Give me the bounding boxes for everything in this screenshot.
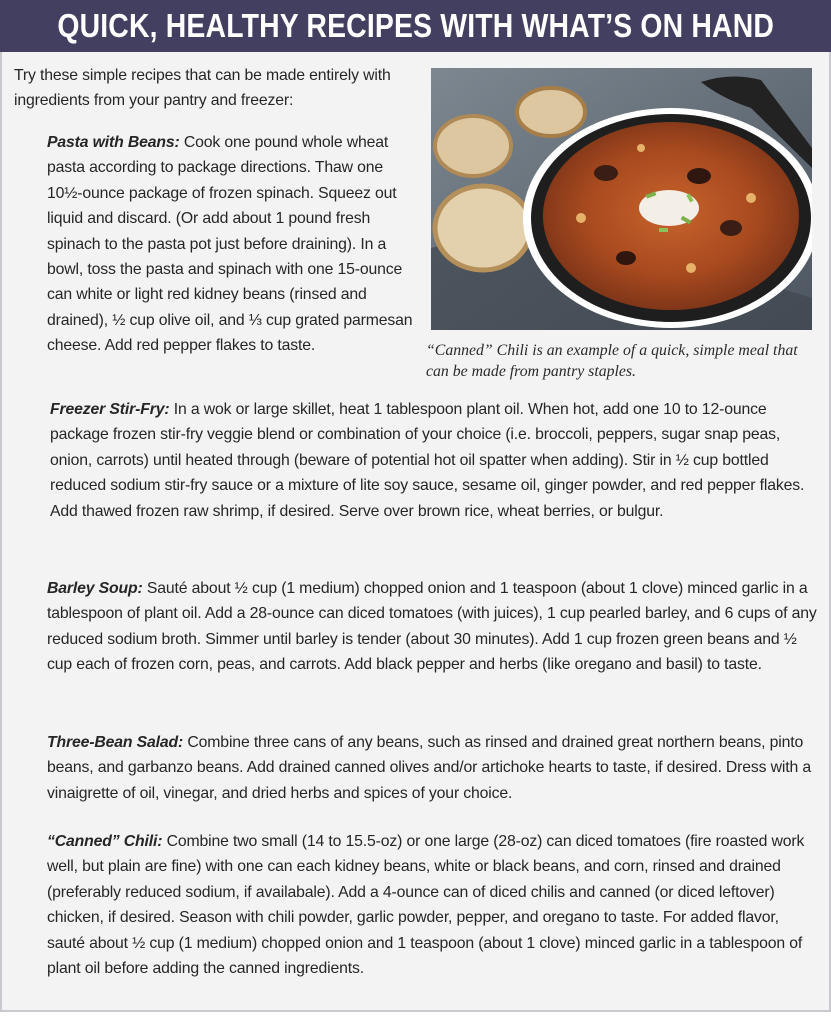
intro-paragraph: [14, 63, 414, 114]
header-bar: [0, 0, 831, 52]
chili-photo: [431, 68, 812, 330]
recipe-body: In a wok or large skillet, heat 1 tablespoon plant oil. When hot, add one 10 to 12-ounce package frozen stir-fry veggie blend or combination of your choice (i.e. broccoli, peppers, sugar snap peas, onion, carrots) until heated through (beware of potential hot oil spatter when adding). Stir in ½ cup bottled reduced sodium stir-fry sauce or a mixture of lite soy sauce, sesame oil, ginger powder, and red pepper flakes. Add thawed frozen raw shrimp, if desired. Serve over brown rice, wheat berries, or bulgur.: [50, 401, 805, 520]
recipe-body: Sauté about ½ cup (1 medium) chopped onion and 1 teaspoon (about 1 clove) minced garlic in a tablespoon of plant oil. Add a 28-ounce can diced tomatoes (with juices), 1 cup pearled barley, and 6 cups of any reduced sodium broth. Simmer until barley is tender (about 30 minutes). Add 1 cup frozen green beans and ½ cup each of frozen corn, peas, and carrots. Add black pepper and herbs (like oregano and basil) to taste.: [47, 580, 817, 674]
recipe-title: “Canned” Chili:: [47, 833, 163, 850]
chili-bowl-image: [431, 68, 812, 330]
photo-caption: “Canned” Chili is an example of a quick, simple meal that can be made from pantry staples.: [426, 342, 798, 380]
recipe-title: Three-Bean Salad:: [47, 734, 184, 751]
recipe-three-bean-salad: [14, 730, 819, 806]
recipe-body: Cook one pound whole wheat pasta according to package directions. Thaw one 10½-ounce package of frozen spinach. Squeez out liquid and discard. (Or add about 1 pound fresh spinach to the pasta pot just before draining). In a bowl, toss the pasta and spinach with one 15-ounce can white or light red kidney beans (rinsed and drained), ½ cup olive oil, and ⅓ cup grated parmesan cheese. Add red pepper flakes to taste.: [47, 134, 413, 355]
recipe-body: Combine two small (14 to 15.5-oz) or one large (28-oz) can diced tomatoes (fire roasted work well, but plain are fine) with one can each kidney beans, white or black beans, and corn, rinsed and drained (preferably reduced sodium, if availabale). Add a 4-ounce can of diced chilis and canned (or diced leftover) chicken, if desired. Season with chili powder, garlic powder, pepper, and oregano to taste. For added flavor, sauté about ½ cup (1 medium) chopped onion and 1 teaspoon (about 1 clove) minced garlic in a tablespoon of plant oil before adding the canned ingredients.: [47, 833, 805, 978]
recipe-barley-soup: [14, 576, 819, 678]
recipe-pasta-with-beans: [14, 130, 414, 359]
recipe-body: Combine three cans of any beans, such as rinsed and drained great northern beans, pinto beans, and garbanzo beans. Add drained canned olives and/or artichoke hearts to taste, if desired. Dress with a vinaigrette of oil, vinegar, and dried herbs and spices of your choice.: [47, 734, 812, 802]
recipe-title: Freezer Stir-Fry:: [50, 401, 170, 418]
page-title: QUICK, HEALTHY RECIPES WITH WHAT’S ON HAND: [57, 7, 774, 44]
intro-text: Try these simple recipes that can be made entirely with ingredients from your pantry and freezer:: [14, 67, 391, 110]
bottom-margin: [0, 1012, 831, 1024]
recipe-title: Barley Soup:: [47, 580, 143, 597]
recipe-canned-chili: [14, 829, 819, 981]
recipe-freezer-stir-fry: [14, 397, 819, 524]
recipe-title: Pasta with Beans:: [47, 134, 180, 151]
